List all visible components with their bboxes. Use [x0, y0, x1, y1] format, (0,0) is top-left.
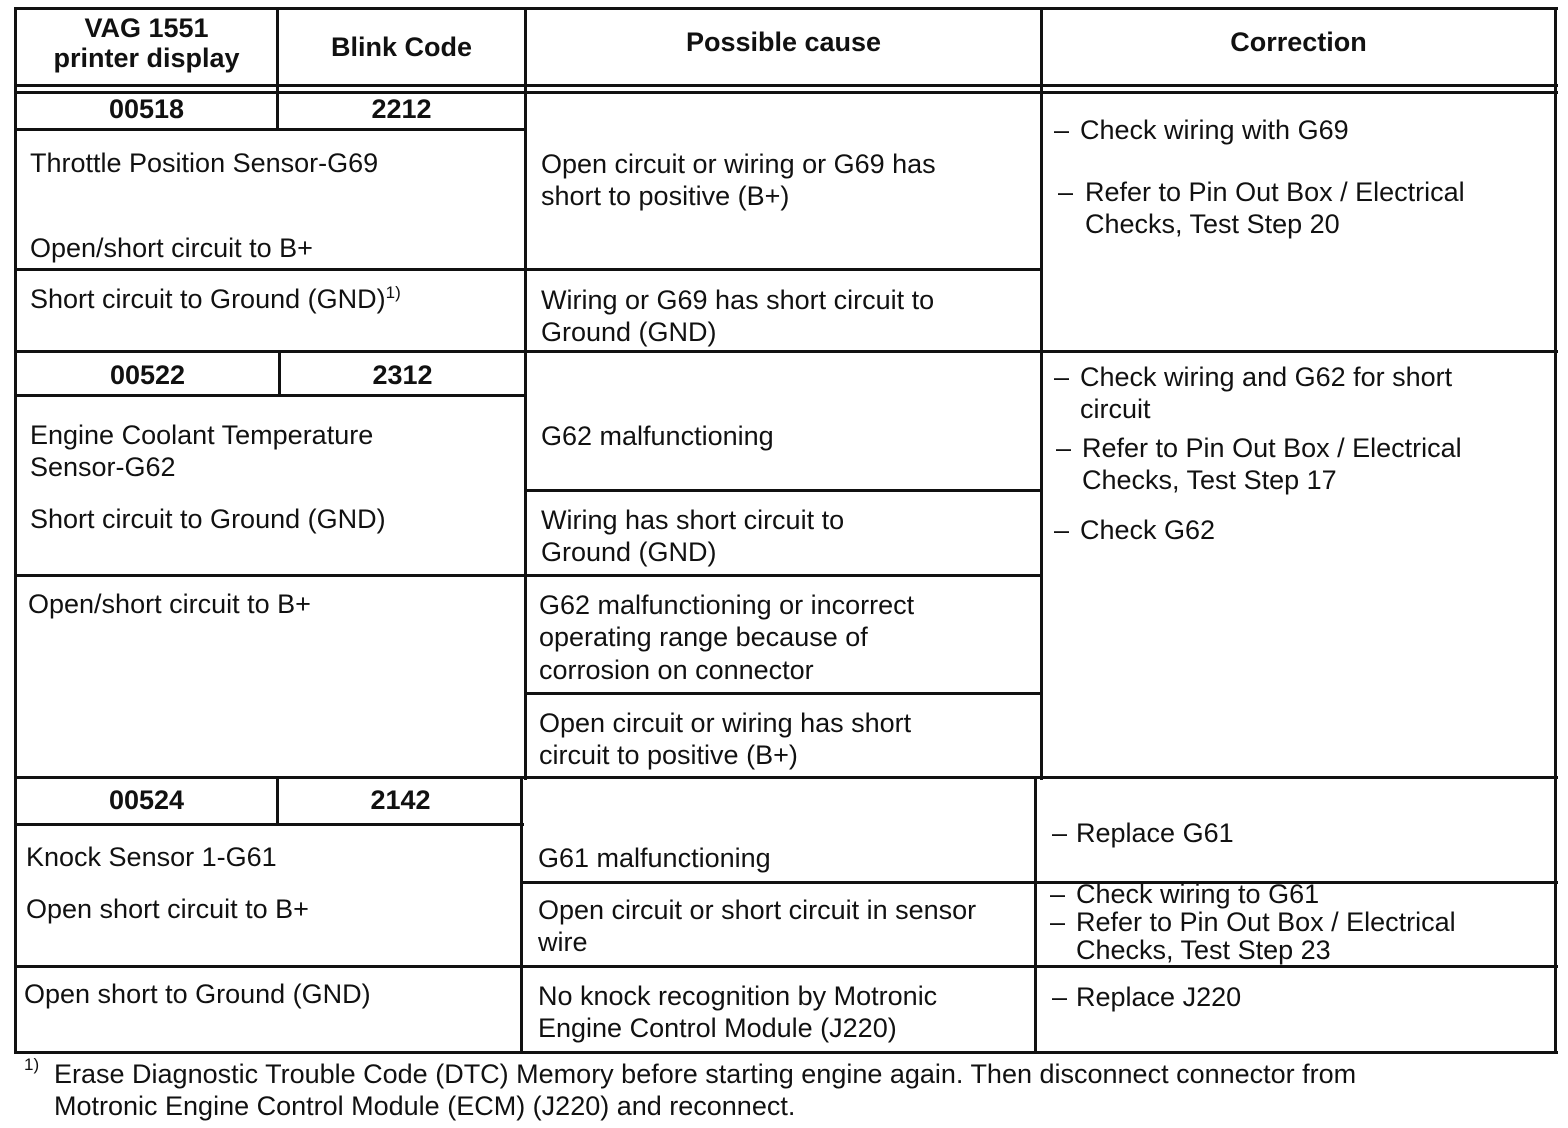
possible-cause: G62 malfunctioning — [541, 421, 774, 451]
possible-cause: No knock recognition by Motronic — [538, 981, 938, 1011]
header-printer-display-line2: printer display — [53, 43, 240, 73]
possible-cause: G62 malfunctioning or incorrect — [539, 590, 915, 620]
column-divider — [1040, 7, 1043, 780]
correction-step: Check G62 — [1080, 515, 1216, 545]
footnote-text: Erase Diagnostic Trouble Code (DTC) Memory before starting engine again. Then disconnect connector from — [54, 1059, 1357, 1089]
fault-description: Open/short circuit to B+ — [30, 233, 313, 263]
header-correction: Correction — [1230, 27, 1367, 57]
blink-code: 2212 — [371, 94, 432, 124]
bullet-dash: – — [1050, 907, 1066, 937]
correction-step: Checks, Test Step 20 — [1085, 209, 1340, 239]
possible-cause: operating range because of — [539, 622, 868, 652]
bullet-dash: – — [1054, 362, 1070, 392]
correction-step: Check wiring to G61 — [1076, 879, 1320, 909]
header-possible-cause: Possible cause — [685, 27, 882, 57]
column-divider — [1034, 778, 1037, 1053]
row-divider — [14, 776, 1558, 779]
correction-step: Check wiring with G69 — [1080, 115, 1349, 145]
row-divider — [526, 692, 1042, 695]
component-name: Sensor-G62 — [30, 452, 176, 482]
row-divider — [14, 965, 1558, 968]
blink-code: 2312 — [372, 360, 433, 390]
dtc-code: 00524 — [108, 785, 185, 815]
correction-step: Checks, Test Step 17 — [1082, 465, 1337, 495]
possible-cause: circuit to positive (B+) — [539, 740, 798, 770]
bullet-dash: – — [1052, 982, 1068, 1012]
possible-cause: Ground (GND) — [541, 537, 717, 567]
correction-step: Refer to Pin Out Box / Electrical — [1085, 177, 1465, 207]
row-divider — [14, 350, 1558, 353]
table-border-top — [14, 7, 1558, 10]
component-name: Throttle Position Sensor-G69 — [30, 148, 379, 178]
bullet-dash: – — [1058, 177, 1074, 207]
component-name: Engine Coolant Temperature — [30, 420, 374, 450]
correction-step: Checks, Test Step 23 — [1076, 935, 1331, 965]
fault-description: Open/short circuit to B+ — [28, 589, 311, 619]
row-divider — [14, 128, 526, 131]
header-divider — [14, 84, 1558, 87]
possible-cause: Ground (GND) — [541, 317, 717, 347]
correction-step: Replace J220 — [1076, 982, 1242, 1012]
bullet-dash: – — [1054, 515, 1070, 545]
possible-cause: Open circuit or wiring has short — [539, 708, 912, 738]
bullet-dash: – — [1052, 818, 1068, 848]
possible-cause: Engine Control Module (J220) — [538, 1013, 897, 1043]
possible-cause: Open circuit or short circuit in sensor — [538, 895, 977, 925]
blink-code: 2142 — [370, 785, 431, 815]
table-border-right — [1554, 7, 1557, 1053]
footnote-text: Motronic Engine Control Module (ECM) (J220) and reconnect. — [54, 1091, 796, 1121]
correction-step: Refer to Pin Out Box / Electrical — [1082, 433, 1462, 463]
table-border-bottom — [14, 1051, 1558, 1054]
footnote-reference: 1) — [385, 283, 401, 302]
component-name: Knock Sensor 1-G61 — [26, 842, 277, 872]
possible-cause: Wiring has short circuit to — [541, 505, 845, 535]
row-divider — [14, 268, 1042, 271]
header-printer-display-line1: VAG 1551 — [84, 13, 209, 43]
possible-cause: Wiring or G69 has short circuit to — [541, 285, 935, 315]
footnote-marker: 1) — [24, 1055, 40, 1074]
fault-description: Open short circuit to B+ — [26, 894, 309, 924]
bullet-dash: – — [1056, 433, 1072, 463]
fault-description: Short circuit to Ground (GND) — [30, 504, 386, 534]
column-divider — [520, 778, 523, 1053]
row-divider — [526, 489, 1042, 492]
row-divider — [14, 394, 526, 397]
fault-description: Short circuit to Ground (GND)$^{1)}$ — [30, 283, 401, 314]
correction-step: Replace G61 — [1076, 818, 1234, 848]
correction-step: Refer to Pin Out Box / Electrical — [1076, 907, 1456, 937]
row-divider — [14, 823, 524, 826]
possible-cause: G61 malfunctioning — [538, 843, 771, 873]
fault-description: Open short to Ground (GND) — [24, 979, 371, 1009]
row-divider — [14, 574, 1042, 577]
header-blink-code: Blink Code — [330, 32, 472, 62]
row-divider — [522, 881, 1558, 884]
possible-cause: Open circuit or wiring or G69 has — [541, 149, 936, 179]
bullet-dash: – — [1050, 879, 1066, 909]
dtc-code: 00518 — [108, 94, 185, 124]
possible-cause: short to positive (B+) — [541, 181, 790, 211]
possible-cause: wire — [538, 927, 588, 957]
correction-step: circuit — [1080, 394, 1151, 424]
bullet-dash: – — [1054, 115, 1070, 145]
dtc-code: 00522 — [109, 360, 186, 390]
possible-cause: corrosion on connector — [539, 655, 814, 685]
table-border-left — [14, 7, 17, 1053]
correction-step: Check wiring and G62 for short — [1080, 362, 1453, 392]
